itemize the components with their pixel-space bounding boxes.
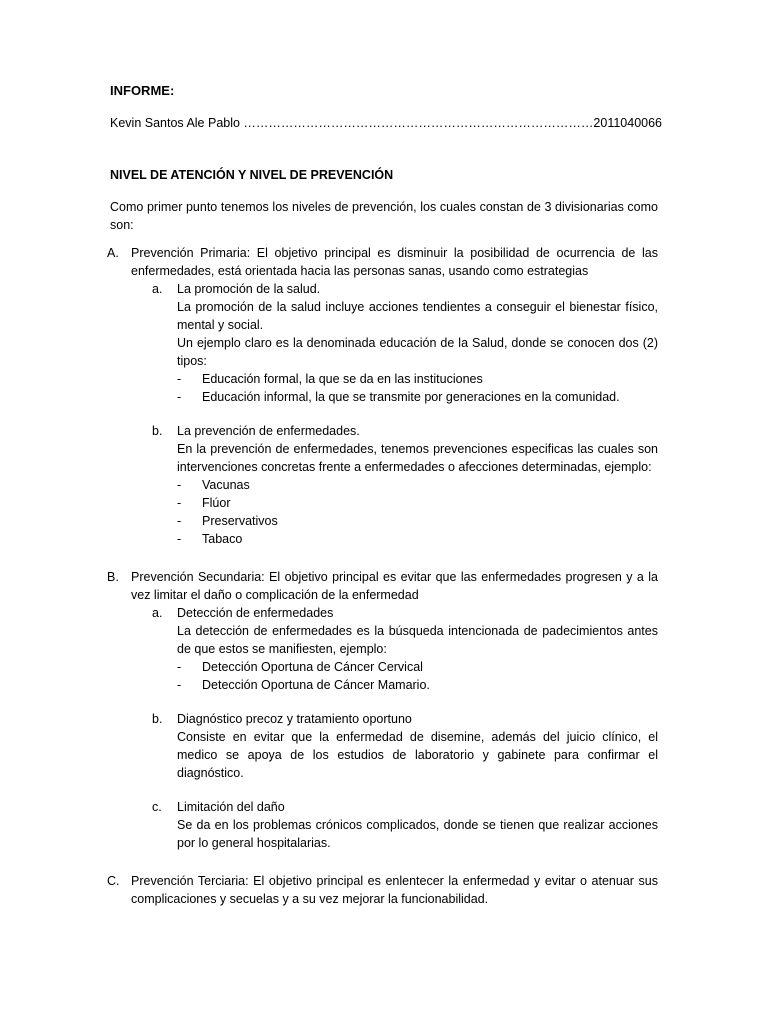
section-a-item-b-label: b.: [152, 424, 163, 438]
section-b-item-b-title: Diagnóstico precoz y tratamiento oportuno: [177, 712, 412, 726]
section-a-text: Prevención Primaria: El objetivo principal es disminuir la posibilidad de ocurrencia de las enfermedades, está orientada hacia las personas sanas, usando como estrategias: [131, 246, 658, 278]
section-a: [86, 244, 658, 548]
list-item: - Educación formal, la que se da en las instituciones: [177, 372, 483, 386]
document-page: [107, 82, 663, 910]
section-c-text: Prevención Terciaria: El objetivo principal es enlentecer la enfermedad y evitar o atenuar sus complicaciones y secuelas y a su vez mejorar la funcionabilidad.: [131, 874, 658, 906]
list-item: - Preservativos: [177, 514, 278, 528]
intro-paragraph: Como primer punto tenemos los niveles de prevención, los cuales constan de 3 divisionarias como son:: [110, 200, 658, 232]
list-item: - Detección Oportuna de Cáncer Cervical: [177, 660, 423, 674]
section-a-item-b: [131, 422, 658, 548]
section-b-item-c-title: Limitación del daño: [177, 800, 285, 814]
section-b-item-c: [131, 798, 658, 852]
list-item: - Detección Oportuna de Cáncer Mamario.: [177, 678, 430, 692]
author-line: Kevin Santos Ale Pablo …………………………………………………………………………2011040066: [110, 116, 663, 130]
list-item: - Vacunas: [177, 478, 250, 492]
section-a-item-a-p2: Un ejemplo claro es la denominada educación de la Salud, donde se conocen dos (2) tipos:: [177, 336, 658, 368]
section-c: [86, 872, 658, 908]
section-a-item-a-title: La promoción de la salud.: [177, 282, 321, 296]
section-b-item-b-p1: Consiste en evitar que la enfermedad de disemine, además del juicio clínico, el medico se apoya de los estudios de laboratorio y gabinete para confirmar el diagnóstico.: [177, 730, 658, 780]
section-b-item-a-p1: La detección de enfermedades es la búsqueda intencionada de padecimientos antes de que estos se manifiesten, ejemplo:: [177, 624, 658, 656]
list-item: - Tabaco: [177, 532, 243, 546]
section-c-label: C.: [107, 874, 120, 888]
section-b-label: B.: [107, 570, 119, 584]
list-item: - Educación informal, la que se transmite por generaciones en la comunidad.: [177, 390, 620, 404]
section-b-item-a-label: a.: [152, 606, 163, 620]
section-heading: NIVEL DE ATENCIÓN Y NIVEL DE PREVENCIÓN: [110, 168, 394, 182]
section-b-item-a: [131, 604, 658, 694]
section-b-item-b: [131, 710, 658, 782]
list-item: - Flúor: [177, 496, 231, 510]
section-b-item-c-label: c.: [152, 800, 162, 814]
section-b-item-c-p1: Se da en los problemas crónicos complicados, donde se tienen que realizar acciones por lo general hospitalarias.: [177, 818, 658, 850]
section-b: [86, 568, 658, 852]
section-a-item-a-p1: La promoción de la salud incluye acciones tendientes a conseguir el bienestar físico, mental y social.: [177, 300, 658, 332]
section-b-item-a-title: Detección de enfermedades: [177, 606, 334, 620]
section-a-item-a-label: a.: [152, 282, 163, 296]
section-b-item-b-label: b.: [152, 712, 163, 726]
report-title: INFORME:: [110, 83, 175, 98]
section-b-text: Prevención Secundaria: El objetivo principal es evitar que las enfermedades progresen y a la vez limitar el daño o complicación de la enfermedad: [131, 570, 658, 602]
section-a-item-b-title: La prevención de enfermedades.: [177, 424, 360, 438]
section-a-item-a: [131, 280, 658, 406]
section-a-label: A.: [107, 246, 119, 260]
section-a-item-b-p1: En la prevención de enfermedades, tenemos prevenciones especificas las cuales son intervenciones concretas frente a enfermedades o afecciones determinadas, ejemplo:: [177, 442, 658, 474]
